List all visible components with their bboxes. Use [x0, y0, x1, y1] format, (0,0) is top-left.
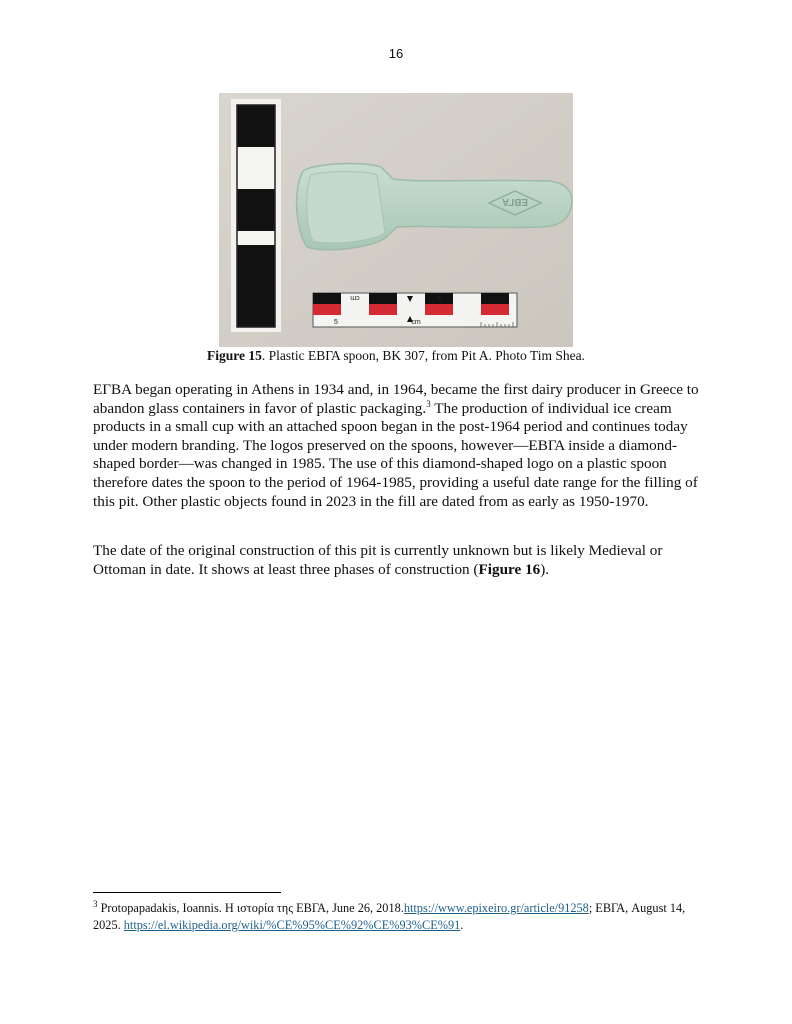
footnote-text-3: . — [460, 917, 464, 932]
figure-caption-text: . Plastic ΕΒΓΑ spoon, BK 307, from Pit A. Photo Tim Shea. — [261, 348, 585, 363]
paragraph1-text-b: The production of individual ice cream products in a small cup with an attached spoon began in the post-1964 period and continues today under modern branding. The logos preserved on the spoons, however—ΕΒΓΑ inside a diamond-shaped border—was changed in 1985. The use of this diamond-shaped logo on a plastic spoon therefore dates the spoon to the period of 1964-1985, providing a useful date range for the filling of this pit. Other plastic objects found in 2023 in the fill are dated from as early as 1950-1970. — [93, 399, 698, 510]
scale-label-cm-bottom: cm — [411, 319, 421, 326]
paragraph1-text-a: ΕΓΒΑ began operating in Athens in 1934 and, in 1964, became the first dairy producer in Greece to abandon glass containers in favor of plastic packaging. — [93, 381, 699, 417]
figure-16-reference: Figure 16 — [478, 560, 541, 578]
footnote-text-2: ; ΕΒΓΑ, August 14, 2025. — [93, 901, 686, 932]
figure-caption — [0, 348, 792, 364]
footnote-link-wikipedia[interactable]: https://el.wikipedia.org/wiki/%CE%95%CE%92%CE%93%CE%91 — [123, 917, 461, 932]
paragraph-evga-history — [93, 381, 705, 511]
footnote — [93, 900, 705, 933]
footnote-divider — [93, 892, 281, 893]
footnote-number: 3 — [93, 898, 98, 909]
footnote-text-1: Protopapadakis, Ioannis. Η ιστορία της ΕΒΓΑ, June 26, 2018. — [97, 901, 404, 915]
footnote-link-epixeiro[interactable]: https://www.epixeiro.gr/article/91258 — [403, 901, 589, 915]
paragraph2-end: ). — [540, 560, 550, 578]
scale-label-5-top: 5 — [437, 294, 441, 301]
spoon-photo — [219, 93, 573, 347]
paragraph2-text: The date of the original construction of this pit is currently unknown but is likely Medieval or Ottoman in date. It shows at least three phases of construction ( — [93, 542, 663, 578]
footnote-reference[interactable]: 3 — [426, 398, 431, 409]
page-number: 16 — [388, 46, 404, 61]
spoon-logo-text: ΕΒΓΑ — [501, 196, 529, 207]
horizontal-scale-bar — [313, 293, 517, 327]
scale-label-5-bottom: 5 — [334, 319, 338, 326]
paragraph-pit-construction — [93, 542, 705, 579]
figure-label: Figure 15 — [207, 348, 262, 363]
scale-label-cm-top: cm — [350, 294, 360, 301]
vertical-scale-bar — [231, 99, 281, 332]
